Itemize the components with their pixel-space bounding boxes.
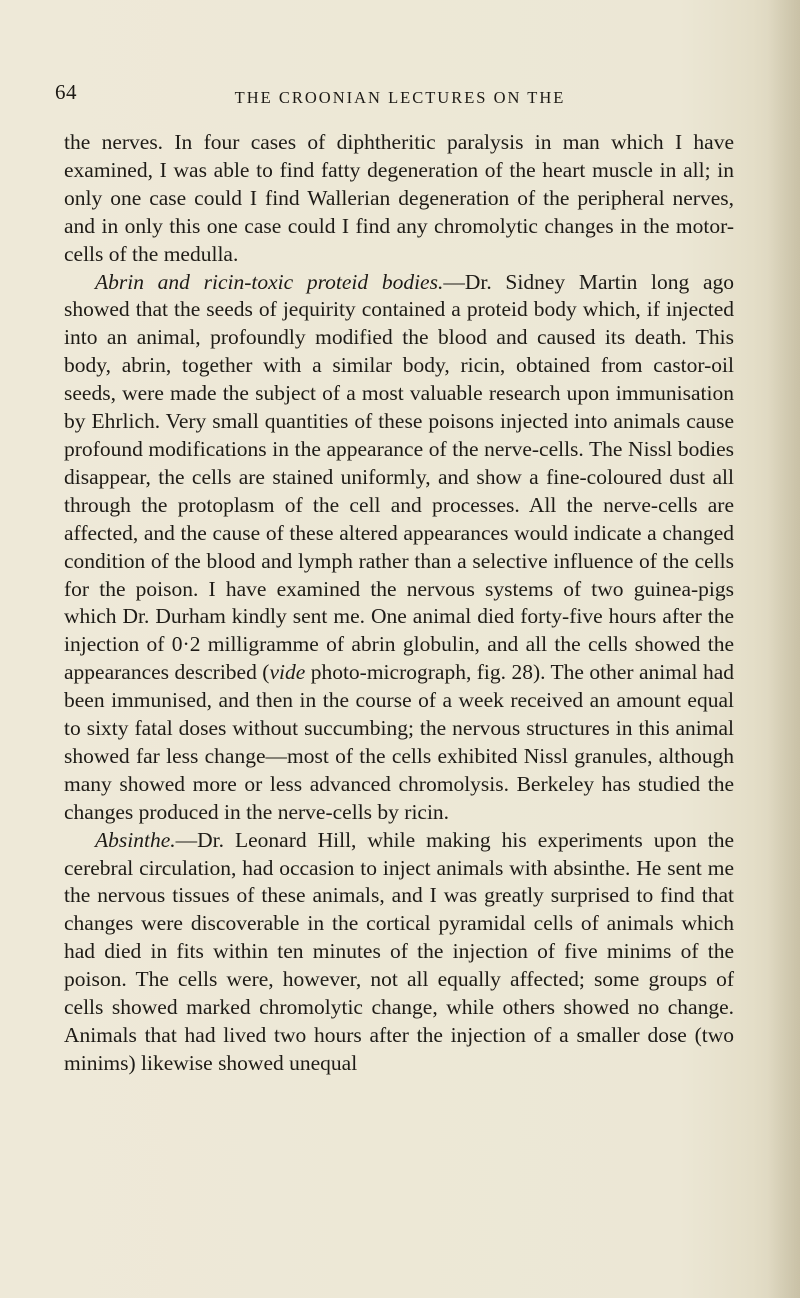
section-heading-abrin: Abrin and ricin-toxic proteid bodies. (95, 269, 444, 294)
paragraph-text: —Dr. Leonard Hill, while making his experiments upon the cerebral circulation, had occasion to inject animals with absinthe. He sent me the nervous tissues of these animals, and I was greatly surprised to find that changes were discoverable in the cortical pyramidal cells of animals which had died in fits within ten minutes of the injection of five minims of the poison. The cells were, however, not all equally affected; some groups of cells showed marked chromolytic change, while others showed no change. Animals that had lived two hours after the injection of a smaller dose (two minims) likewise showed unequal (64, 827, 734, 1075)
vide-italic: vide (269, 660, 306, 685)
paragraph-text: the nerves. In four cases of diphtheritic paralysis in man which I have examined, I was able to find fatty degeneration of the heart muscle in all; in only one case could I find Wallerian degeneration of the peripheral nerves, and in only this one case could I find any chromolytic changes in the motor-cells of the medulla. (64, 130, 734, 266)
section-heading-absinthe: Absinthe. (95, 827, 176, 852)
running-head: THE CROONIAN LECTURES ON THE (234, 88, 566, 107)
paragraph-diphtheritic (64, 129, 734, 269)
body-text (64, 129, 734, 1078)
paragraph-absinthe (64, 827, 734, 1078)
paragraph-abrin-ricin (64, 269, 734, 827)
paragraph-text: —Dr. Sidney Martin long ago showed that the seeds of jequirity contained a proteid body which, if injected into an animal, profoundly modified the blood and caused its death. This body, abrin, together with a similar body, ricin, obtained from castor-oil seeds, were made the subject of a most valuable research upon immunisation by Ehrlich. Very small quantities of these poisons injected into animals cause profound modifications in the appearance of the nerve-cells. The Nissl bodies disappear, the cells are stained uniformly, and show a fine-coloured dust all through the protoplasm of the cell and processes. All the nerve-cells are affected, and the cause of these altered appearances would indicate a changed condition of the blood and lymph rather than a selective influence of the cells for the poison. I have examined the nervous systems of two guinea-pigs which Dr. Durham kindly sent me. One animal died forty-five hours after the injection of 0·2 milligramme of abrin globulin, and all the cells showed the appearances described (vide photo-micrograph, fig. 28). The other animal had been immunised, and then in the course of a week received an amount equal to sixty fatal doses without succumbing; the nervous structures in this animal showed far less change—most of the cells exhibited Nissl granules, although many showed more or less advanced chromolysis. Berkeley has studied the changes produced in the nerve-cells by ricin. (64, 269, 734, 824)
page-edge-shadow (768, 0, 800, 1298)
page-number: 64 (55, 80, 77, 104)
